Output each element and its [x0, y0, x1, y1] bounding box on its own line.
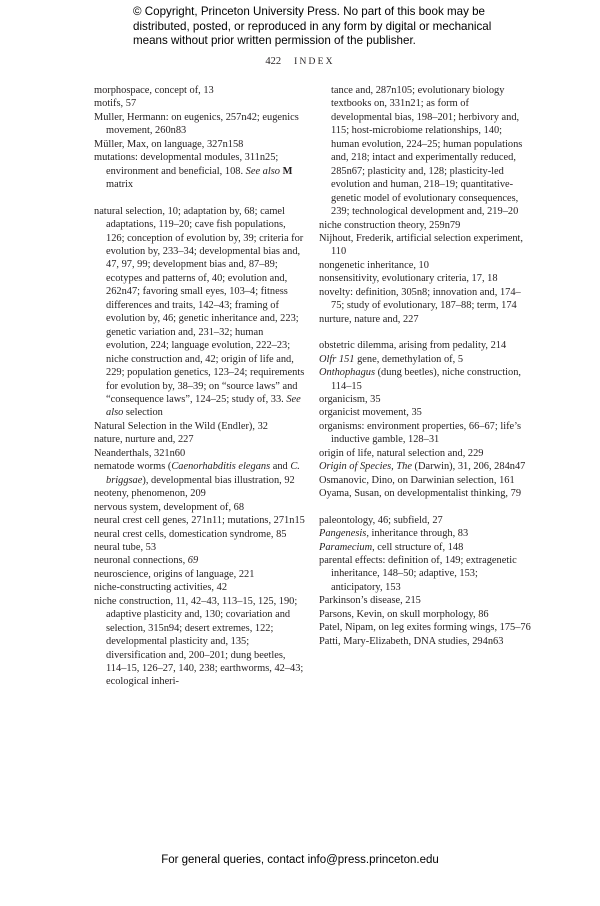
index-entry: paleontology, 46; subfield, 27 — [319, 514, 443, 526]
index-entry: Patti, Mary-Elizabeth, DNA studies, 294n63 — [319, 635, 504, 647]
index-entry: Muller, Hermann: on eugenics, 257n42; eugenics movement, 260n83 — [94, 111, 299, 137]
index-column-right — [319, 84, 531, 648]
index-entry: Osmanovic, Dino, on Darwinian selection, 161 — [319, 474, 515, 486]
index-entry: Pangenesis, inheritance through, 83 — [319, 528, 469, 540]
index-entry: origin of life, natural selection and, 229 — [319, 447, 484, 459]
index-entry: Olfr 151 gene, demethylation of, 5 — [319, 353, 464, 365]
index-entry: parental effects: definition of, 149; extragenetic inheritance, 148–50; adaptive, 153; anticipatory, 153 — [319, 554, 517, 593]
index-entry: Natural Selection in the Wild (Endler), 32 — [94, 420, 268, 432]
letter-section-gap — [319, 326, 531, 339]
index-entry: organisms: environment properties, 66–67; life’s inductive gamble, 128–31 — [319, 420, 522, 446]
copyright-notice — [133, 5, 492, 49]
footer-contact[interactable]: For general queries, contact info@press.princeton.edu — [161, 854, 439, 866]
index-entry: nervous system, development of, 68 — [94, 501, 245, 513]
index-entry: niche construction theory, 259n79 — [319, 219, 461, 231]
index-entry: Müller, Max, on language, 327n158 — [94, 138, 244, 150]
index-entry: Nijhout, Frederik, artificial selection experiment, 110 — [319, 232, 523, 258]
index-entry: neural crest cell genes, 271n11; mutations, 271n15 — [94, 515, 305, 527]
copyright-line-3: means without prior written permission of the publisher. — [133, 34, 416, 48]
index-entry: nonsensitivity, evolutionary criteria, 17, 18 — [319, 273, 498, 285]
letter-section-gap — [319, 501, 531, 514]
index-entry: Oyama, Susan, on developmentalist thinking, 79 — [319, 488, 522, 500]
index-entry: neural tube, 53 — [94, 541, 157, 553]
index-entry: motifs, 57 — [94, 98, 137, 110]
index-entry-continued: tance and, 287n105; evolutionary biology textbooks on, 331n21; as form of developmental bias, 198–201; herbivory and, 115; host-microbiome relationships, 140; human evolution, 224–25; human populations and, 218; intact and experimentally reduced, 285n67; plasticity and, 128; plasticity-led evolution and human, 218–19; quantitative-genetic model of evolutionary consequences, 239; technological development and, 219–20 — [331, 85, 523, 218]
index-entry: neoteny, phenomenon, 209 — [94, 488, 206, 500]
running-title: INDEX — [294, 57, 335, 67]
letter-section-gap — [94, 192, 306, 205]
index-entry: nematode worms (Caenorhabditis elegans and C. briggsae), developmental bias illustration, 92 — [94, 461, 300, 486]
index-entry: organicist movement, 35 — [319, 407, 422, 419]
index-entry: neuroscience, origins of language, 221 — [94, 568, 255, 580]
page-number: 422 — [265, 56, 282, 67]
index-entry: morphospace, concept of, 13 — [94, 85, 214, 96]
index-entry: organicism, 35 — [319, 393, 381, 405]
index-entry: obstetric dilemma, arising from pedality, 214 — [319, 340, 507, 352]
index-column-left — [94, 84, 306, 689]
index-entry: nongenetic inheritance, 10 — [319, 259, 429, 271]
index-entry: Patel, Nipam, on leg exites forming wings, 175–76 — [319, 622, 531, 634]
index-entry: Neanderthals, 321n60 — [94, 447, 186, 459]
index-entry: mutations: developmental modules, 311n25; environment and beneficial, 108. See also M matrix — [94, 152, 293, 191]
index-entry: niche construction, 11, 42–43, 113–15, 125, 190; adaptive plasticity and, 130; covariation and selection, 315n94; desert extremes, 122; developmental plasticity and, 135; diversification and, 200–201; dung beetles, 114–15, 126–27, 140, 238; earthworms, 42–43; ecological inheri- — [94, 595, 304, 688]
index-entry: Parsons, Kevin, on skull morphology, 86 — [319, 608, 489, 620]
index-entry: natural selection, 10; adaptation by, 68; camel adaptations, 119–20; cave fish populations, 126; conception of evolution by, 39; criteria for evolution by, 233–34; developmental bias and, 47, 97, 99; development bias and, 87–89; ecotypes and patterns of, 40; evolution and, 262n47; favoring small eyes, 103–4; fitness differences and traits, 142–43; framing of evolution by, 46; genetic inheritance and, 223; genetic variation and, 231–32; human evolution, 224; language evolution, 222–23; niche construction and, 42; origin of life and, 229; population genetics, 123–24; requirements for evolution by, 38–39; on “source laws” and “consequence laws”, 124–25; study of, 33. See also selection — [94, 205, 305, 419]
index-entry: nature, nurture and, 227 — [94, 434, 194, 446]
index-entry: niche-constructing activities, 42 — [94, 582, 228, 594]
index-entry: nurture, nature and, 227 — [319, 313, 419, 325]
index-entry: Parkinson’s disease, 215 — [319, 595, 421, 607]
index-entry: neural crest cells, domestication syndrome, 85 — [94, 528, 287, 540]
copyright-line-1: © Copyright, Princeton University Press. No part of this book may be — [133, 5, 485, 18]
copyright-line-2: distributed, posted, or reproduced in any form by digital or mechanical — [133, 19, 492, 33]
index-entry: neuronal connections, 69 — [94, 555, 199, 567]
index-entry: Paramecium, cell structure of, 148 — [319, 541, 464, 553]
index-entry: Onthophagus (dung beetles), niche construction, 114–15 — [319, 367, 522, 392]
running-header — [0, 56, 600, 67]
index-entry: Origin of Species, The (Darwin), 31, 206, 284n47 — [319, 461, 526, 473]
index-entry: novelty: definition, 305n8; innovation and, 174–75; study of evolutionary, 187–88; term, 174 — [319, 286, 521, 312]
